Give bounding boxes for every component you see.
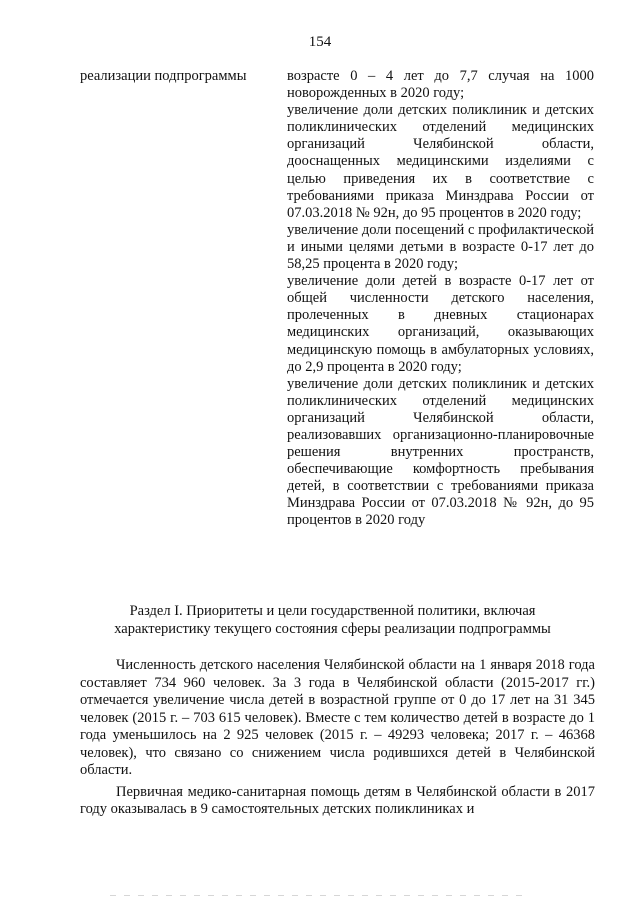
target-indicator-item: увеличение доли детей в возрасте 0-17 лет от общей численности детского населения, пролеченных в дневных стационарах медицинских организаций, оказывающих медицинскую помощь в амбулаторных условиях, до 2,9 процента в 2020 году; — [287, 273, 594, 375]
paragraph: Первичная медико-санитарная помощь детям в Челябинской области в 2017 году оказывалась в 9 самостоятельных детских поликлиниках и — [80, 783, 595, 817]
target-indicator-item: увеличение доли детских поликлиник и детских поликлинических отделений медицинских организаций Челябинской области, дооснащенных медицинскими изделиями с целью приведения их в соответствие с требованиями приказа Минздрава России от 07.03.2018 № 92н, до 95 процентов в 2020 году; — [287, 102, 594, 221]
section-title-line: характеристику текущего состояния сферы реализации подпрограммы — [114, 621, 551, 637]
table-left-label: реализации подпрограммы — [80, 68, 247, 84]
page-number: 154 — [308, 34, 332, 50]
section-title — [70, 602, 595, 638]
section-title-line: Раздел I. Приоритеты и цели государственной политики, включая — [129, 603, 536, 619]
paragraph: Численность детского населения Челябинской области на 1 января 2018 года составляет 734 960 человек. За 3 года в Челябинской области (2015-2017 гг.) отмечается увеличение числа детей в возрастной группе от 0 до 17 лет на 31 345 человек (2015 г. – 703 615 человек). Вместе с тем количество детей в возрасте до 1 года уменьшилось на 2 925 человек (2015 г. – 49293 человека; 2017 г. – 46368 человек), что связано со снижением числа родившихся детей в Челябинской области. — [80, 657, 595, 778]
body-text — [80, 657, 595, 823]
target-indicator-item: возрасте 0 – 4 лет до 7,7 случая на 1000 новорожденных в 2020 году; — [287, 68, 594, 102]
table-right-column — [287, 68, 594, 530]
target-indicator-item: увеличение доли посещений с профилактической и иными целями детьми в возрасте 0-17 лет до 58,25 процента в 2020 году; — [287, 221, 594, 273]
target-indicator-item: увеличение доли детских поликлиник и детских поликлинических отделений медицинских организаций Челябинской области, реализовавших организационно-планировочные решения внутренних пространств, обеспечивающие комфортность пребывания детей, в соответствии с требованиями приказа Минздрава России от 07.03.2018 № 92н, до 95 процентов в 2020 году — [287, 375, 594, 529]
scan-artifact-divider — [110, 895, 530, 896]
